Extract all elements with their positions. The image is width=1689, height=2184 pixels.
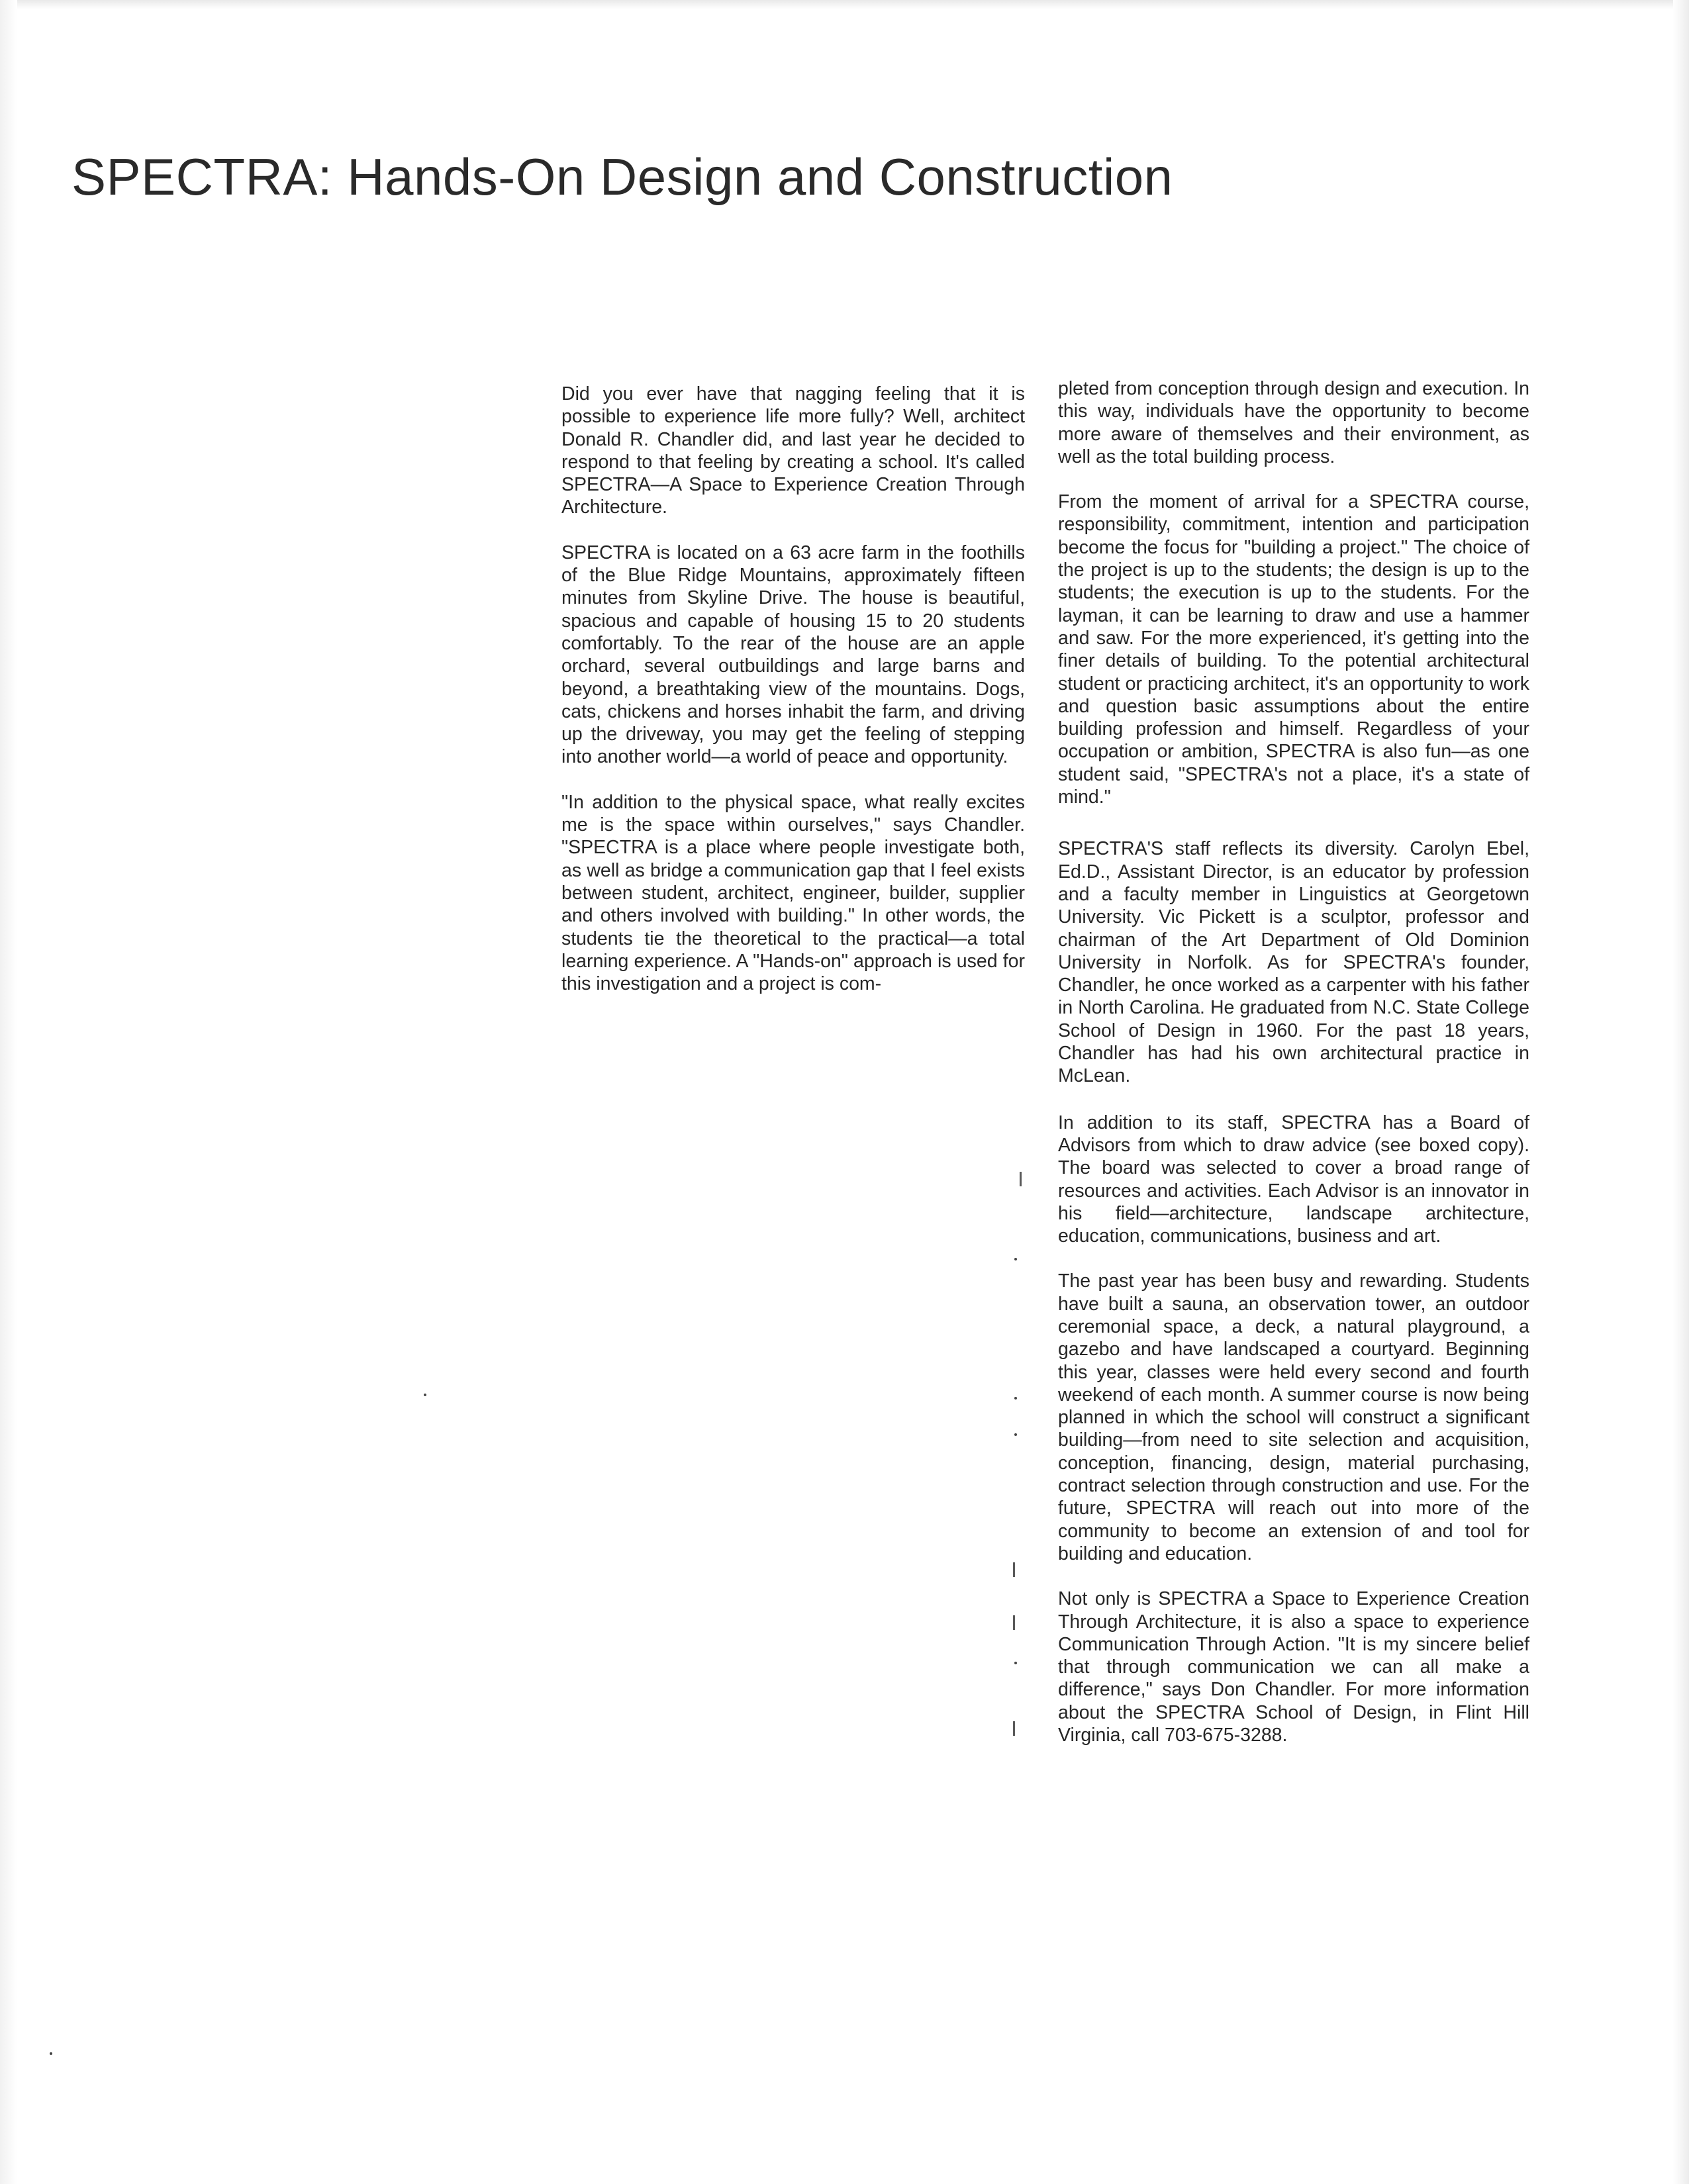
paragraph: pleted from conception through design and execution. In this way, individuals have the opportunity to become more aware of themselves and their environment, as well as the total building process. [1058,378,1529,467]
article-title: SPECTRA: Hands-On Design and Construction [72,148,1173,206]
paragraph: Did you ever have that nagging feeling that it is possible to experience life more fully? Well, architect Donald R. Chandler did, and last year he decided to respond to that feeling by creating a school. It's called SPECTRA—A Space to Experience Creation Through Architecture. [561,383,1025,518]
right-column [1058,377,1529,1769]
scan-mark [1013,1615,1015,1630]
scan-mark [1014,1662,1017,1664]
scan-mark [1014,1433,1017,1436]
scan-mark [50,2052,52,2055]
paragraph: From the moment of arrival for a SPECTRA course, responsibility, commitment, intention and participation become the focus for "building a project." The choice of the project is up to the students; the design is up to the students; the execution is up to the students. For the layman, it can be learning to draw and use a hammer and saw. For the more experienced, it's getting into the finer details of building. To the potential architectural student or practicing architect, it's an opportunity to work and question basic assumptions about the entire building profession and himself. Regardless of your occupation or ambition, SPECTRA is also fun—as one student said, "SPECTRA's not a place, it's a state of mind." [1058,491,1529,808]
scan-mark [1020,1172,1022,1186]
scan-edge-left [0,0,17,2184]
paragraph: "In addition to the physical space, what really excites me is the space within ourselves," says Chandler. "SPECTRA is a place where people investigate both, as well as bridge a communication gap that I feel exists between student, architect, engineer, builder, supplier and others involved with building." In other words, the students tie the theoretical to the practical—a total learning experience. A "Hands-on" approach is used for this investigation and a project is com- [561,791,1025,995]
scan-edge-top [0,0,1689,9]
paragraph: SPECTRA'S staff reflects its diversity. Carolyn Ebel, Ed.D., Assistant Director, is an educator by profession and a faculty member in Linguistics at Georgetown University. Vic Pickett is a sculptor, professor and chairman of the Art Department of Old Dominion University in Norfolk. As for SPECTRA's founder, Chandler, he once worked as a carpenter with his father in North Carolina. He graduated from N.C. State College School of Design in 1960. For the past 18 years, Chandler has had his own architectural practice in McLean. [1058,838,1529,1087]
paragraph: SPECTRA is located on a 63 acre farm in the foothills of the Blue Ridge Mountains, approximately fifteen minutes from Skyline Drive. The house is beautiful, spacious and capable of housing 15 to 20 students comfortably. To the rear of the house are an apple orchard, several outbuildings and large barns and beyond, a breathtaking view of the mountains. Dogs, cats, chickens and horses inhabit the farm, and driving up the driveway, you may get the feeling of stepping into another world—a world of peace and opportunity. [561,542,1025,768]
scan-edge-right [1673,0,1689,2184]
scan-mark [1013,1562,1015,1577]
scan-mark [1013,1721,1015,1736]
paragraph: Not only is SPECTRA a Space to Experience Creation Through Architecture, it is also a space to experience Communication Through Action. "It is my sincere belief that through communication we can all make a difference," says Don Chandler. For more information about the SPECTRA School of Design, in Flint Hill Virginia, call 703-675-3288. [1058,1588,1529,1746]
paragraph: In addition to its staff, SPECTRA has a Board of Advisors from which to draw advice (see boxed copy). The board was selected to cover a broad range of resources and activities. Each Advisor is an innovator in his field—architecture, landscape architecture, education, communications, business and art. [1058,1112,1529,1247]
scan-mark [1014,1258,1017,1260]
paragraph: The past year has been busy and rewarding. Students have built a sauna, an observation tower, an outdoor ceremonial space, a deck, a natural playground, a gazebo and have landscaped a courtyard. Beginning this year, classes were held every second and fourth weekend of each month. A summer course is now being planned in which the school will construct a significant building—from need to site selection and acquisition, conception, financing, design, material purchasing, contract selection through construction and use. For the future, SPECTRA will reach out into more of the community to become an extension of and tool for building and education. [1058,1270,1529,1564]
scan-mark [424,1394,426,1396]
left-column [561,383,1025,1018]
scan-mark [1014,1397,1017,1400]
